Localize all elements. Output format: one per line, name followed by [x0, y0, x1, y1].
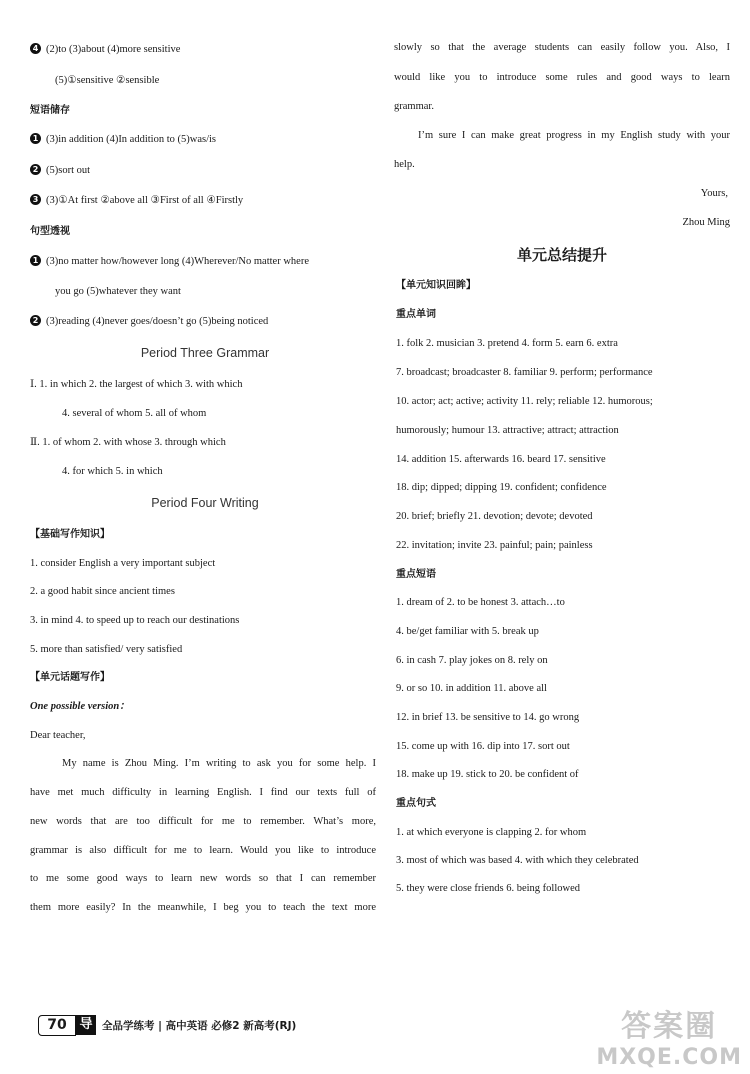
period-heading: Period Three Grammar — [140, 346, 270, 360]
answer-line: 4. several of whom 5. all of whom — [62, 408, 207, 419]
answer-line: 10. actor; act; active; activity 11. rely; reliable 12. humorous; — [396, 396, 653, 407]
number-badge: 1 — [30, 255, 41, 266]
number-badge: 2 — [30, 315, 41, 326]
summary-heading: 单元总结提升 — [516, 246, 607, 264]
period-heading: Period Four Writing — [151, 496, 259, 510]
answer-line: 7. broadcast; broadcaster 8. familiar 9. perform; performance — [396, 367, 653, 378]
answer-line: Ⅱ. 1. of whom 2. with whose 3. through which — [30, 437, 226, 448]
watermark — [596, 1001, 742, 1070]
answer-line: 1. dream of 2. to be honest 3. attach…to — [396, 597, 565, 608]
answer-line: you go (5)whatever they want — [55, 286, 181, 297]
answer-line: 1 (3)no matter how/however long (4)Wherever/No matter where — [30, 255, 309, 269]
answer-line: 14. addition 15. afterwards 16. beard 17. sensitive — [396, 454, 606, 465]
answer-line: 3 (3)①At first ②above all ③First of all ④Firstly — [30, 194, 243, 208]
section-heading: 短语储存 — [30, 105, 70, 116]
answer-line: 2 (5)sort out — [30, 164, 90, 178]
answer-line: 1 (3)in addition (4)In addition to (5)was/is — [30, 133, 216, 147]
answer-line: 3. most of which was based 4. with which they celebrated — [396, 855, 639, 866]
section-heading: 【基础写作知识】 — [30, 529, 110, 540]
answer-line: 1. consider English a very important subject — [30, 558, 216, 569]
answer-line: humorously; humour 13. attractive; attract; attraction — [396, 425, 619, 436]
essay-line: grammar is also difficult for me to learn. Would you like to introduce — [30, 845, 376, 856]
page-number: 70 — [38, 1015, 76, 1036]
page-footer — [38, 1014, 296, 1036]
watermark-logo-text: 答案圈 — [621, 1009, 718, 1044]
answer-line: 2. a good habit since ancient times — [30, 586, 175, 597]
answer-line: 5. they were close friends 6. being followed — [396, 883, 580, 894]
letter-greeting: Dear teacher, — [30, 730, 86, 741]
number-badge: 3 — [30, 194, 41, 205]
answer-line: 6. in cash 7. play jokes on 8. rely on — [396, 655, 548, 666]
guide-badge: 导 — [76, 1015, 96, 1035]
essay-line: to me some good ways to learn new words so that I can remember — [30, 873, 376, 884]
number-badge: 2 — [30, 164, 41, 175]
essay-line: My name is Zhou Ming. I’m writing to ask you for some help. I — [62, 758, 376, 769]
essay-line: would like you to introduce some rules and good ways to learn — [394, 72, 730, 83]
answer-line: 4. for which 5. in which — [62, 466, 163, 477]
essay-line: slowly so that the average students can easily follow you. Also, I — [394, 42, 730, 53]
answer-line: 15. come up with 16. dip into 17. sort out — [396, 741, 570, 752]
watermark-url: MXQE.COM — [596, 1045, 742, 1070]
answer-line: 2 (3)reading (4)never goes/doesn’t go (5)being noticed — [30, 315, 268, 329]
letter-signature: Zhou Ming — [682, 217, 730, 228]
essay-line: grammar. — [394, 101, 434, 112]
answer-line: 4 (2)to (3)about (4)more sensitive — [30, 43, 180, 57]
answer-line: 20. brief; briefly 21. devotion; devote; devoted — [396, 511, 593, 522]
answer-line: 4. be/get familiar with 5. break up — [396, 626, 539, 637]
answer-line: 1. at which everyone is clapping 2. for whom — [396, 827, 587, 838]
book-title: 全品学练考 | 高中英语 必修2 新高考(RJ) — [102, 1019, 297, 1032]
answer-line: 1. folk 2. musician 3. pretend 4. form 5. earn 6. extra — [396, 338, 618, 349]
number-badge: 1 — [30, 133, 41, 144]
version-label: One possible version： — [30, 701, 130, 712]
essay-line: new words that are too difficult for me to remember. What’s more, — [30, 816, 376, 827]
number-badge: 4 — [30, 43, 41, 54]
essay-line: them more easily? In the meanwhile, I beg you to teach the text more — [30, 902, 376, 913]
section-heading: 重点句式 — [396, 798, 436, 809]
answer-line: 18. make up 19. stick to 20. be confident of — [396, 769, 579, 780]
essay-line: I’m sure I can make great progress in my English study with your — [418, 130, 730, 141]
essay-line: help. — [394, 159, 415, 170]
section-heading: 重点短语 — [396, 569, 436, 580]
answer-line: 18. dip; dipped; dipping 19. confident; confidence — [396, 482, 607, 493]
section-heading: 【单元知识回眸】 — [396, 280, 476, 291]
answer-line: 12. in brief 13. be sensitive to 14. go wrong — [396, 712, 580, 723]
section-heading: 句型透视 — [30, 226, 70, 237]
answer-line: 5. more than satisfied/ very satisfied — [30, 644, 183, 655]
section-heading: 【单元话题写作】 — [30, 672, 110, 683]
section-heading: 重点单词 — [396, 309, 436, 320]
letter-closing: Yours, — [700, 188, 728, 199]
answer-line: 22. invitation; invite 23. painful; pain; painless — [396, 540, 593, 551]
answer-line: (5)①sensitive ②sensible — [55, 75, 160, 86]
essay-line: have met much difficulty in learning English. I find our texts full of — [30, 787, 376, 798]
answer-line: 3. in mind 4. to speed up to reach our destinations — [30, 615, 240, 626]
answer-line: 9. or so 10. in addition 11. above all — [396, 683, 547, 694]
answer-line: Ⅰ. 1. in which 2. the largest of which 3. with which — [30, 379, 243, 390]
